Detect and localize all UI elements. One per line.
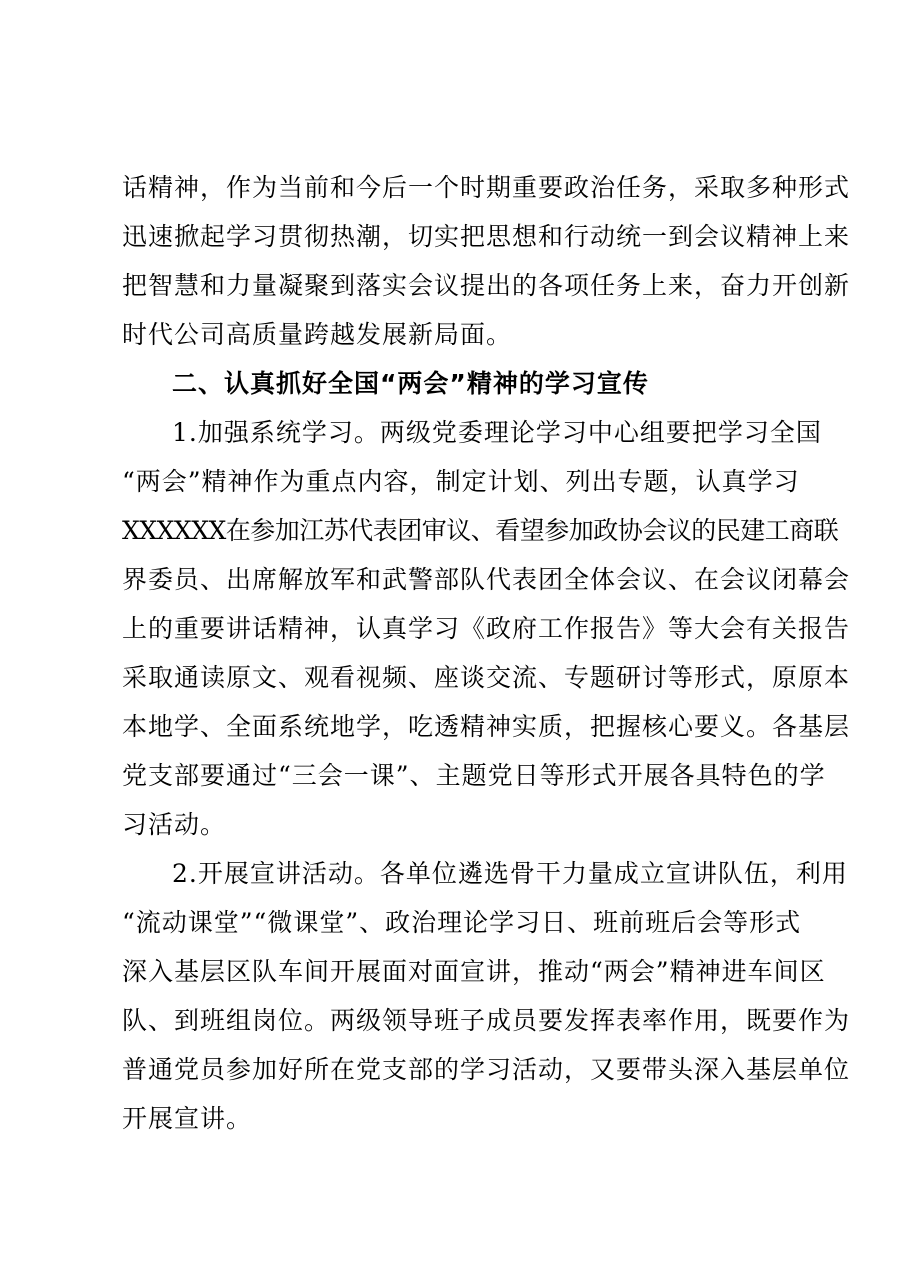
text-line: 本地学、全面系统地学，吃透精神实质，把握核心要义。各基层 [122,712,851,741]
text-line: 迅速掀起学习贯彻热潮，切实把思想和行动统一到会议精神上来 [122,222,851,251]
paragraph-lecture-activities [122,849,851,1143]
paragraph-continued [122,163,851,359]
document-body [122,163,851,1143]
text-line: 开展宣讲。 [122,1104,253,1133]
text-line: 采取通读原文、观看视频、座谈交流、专题研讨等形式，原原本 [122,663,851,692]
text-line: 深入基层区队车间开展面对面宣讲，推动“两会”精神进车间区 [122,957,826,986]
text-line: 普通党员参加好所在党支部的学习活动，又要带头深入基层单位 [122,1055,851,1084]
text-line: 界委员、出席解放军和武警部队代表团全体会议、在会议闭幕会 [122,565,851,594]
text-line: “流动课堂”“微课堂”、政治理论学习日、班前班后会等形式 [122,908,802,937]
section-heading: 二、认真抓好全国“两会”精神的学习宣传 [172,369,649,398]
text-line: 习活动。 [122,810,227,839]
text-line: 队、到班组岗位。两级领导班子成员要发挥表率作用，既要作为 [122,1006,851,1035]
text-line: 把智慧和力量凝聚到落实会议提出的各项任务上来，奋力开创新 [122,271,851,300]
text-line: XXXXXX在参加江苏代表团审议、看望参加政协会议的民建工商联 [122,516,839,545]
text-line: 2.开展宣讲活动。各单位遴选骨干力量成立宣讲队伍，利用 [172,859,848,888]
text-line: “两会”精神作为重点内容，制定计划、列出专题，认真学习 [122,467,800,496]
text-line: 时代公司高质量跨越发展新局面。 [122,320,513,349]
text-line: 话精神，作为当前和今后一个时期重要政治任务，采取多种形式 [122,173,851,202]
paragraph-system-study [122,408,851,849]
text-line: 上的重要讲话精神，认真学习《政府工作报告》等大会有关报告 [122,614,851,643]
text-line: 党支部要通过“三会一课”、主题党日等形式开展各具特色的学 [122,761,826,790]
text-line: 1.加强系统学习。两级党委理论学习中心组要把学习全国 [172,418,822,447]
